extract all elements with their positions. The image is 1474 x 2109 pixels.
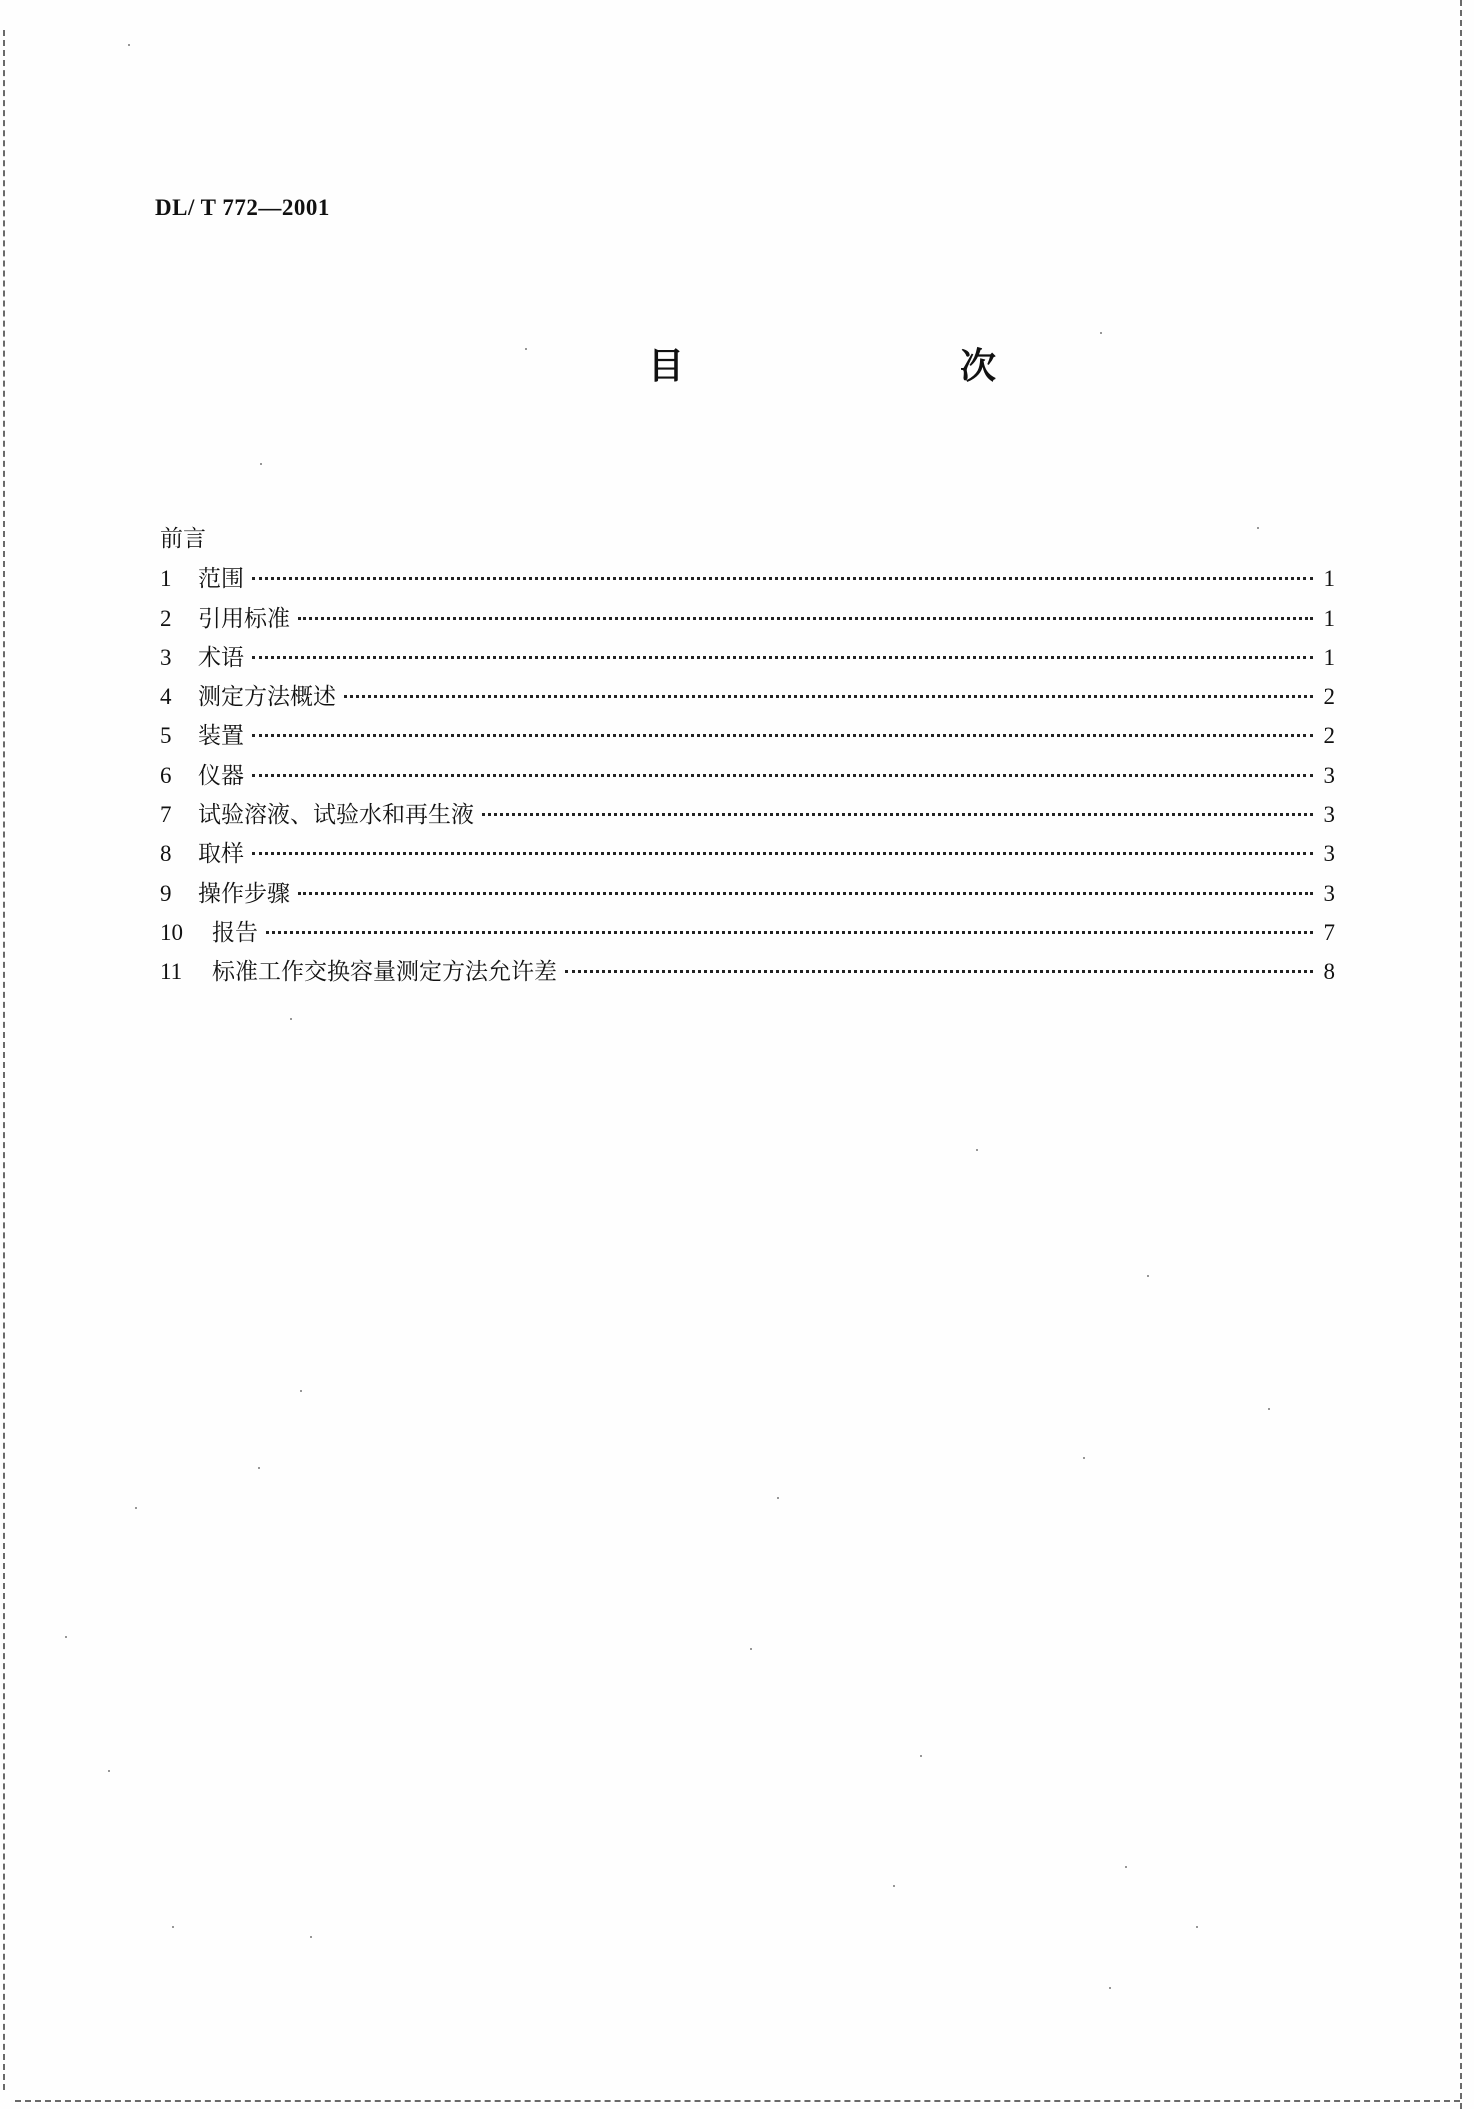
toc-entry-number: 2 bbox=[160, 605, 172, 631]
scan-speck bbox=[310, 1936, 312, 1938]
scan-speck bbox=[172, 1926, 174, 1928]
toc-entry-number: 10 bbox=[160, 919, 183, 945]
toc-entry-number: 3 bbox=[160, 644, 172, 670]
toc-entry[interactable] bbox=[160, 913, 1335, 952]
toc-leader-dots bbox=[252, 852, 1313, 855]
toc-preface[interactable] bbox=[160, 520, 1335, 559]
toc-leader-dots bbox=[298, 617, 1313, 620]
scan-speck bbox=[108, 1770, 110, 1772]
toc-entry-page: 7 bbox=[1323, 919, 1335, 945]
scan-speck bbox=[1100, 332, 1102, 334]
toc-leader-dots bbox=[298, 892, 1313, 895]
toc-leader-dots bbox=[252, 577, 1313, 580]
toc-entry-number: 6 bbox=[160, 762, 172, 788]
toc-entry-label: 操作步骤 bbox=[198, 880, 290, 907]
toc-preface-label: 前言 bbox=[160, 526, 206, 552]
scan-edge-right bbox=[1460, 0, 1462, 2109]
toc-entry-page: 2 bbox=[1323, 723, 1335, 749]
toc-entry-label: 试验溶液、试验水和再生液 bbox=[198, 802, 474, 829]
toc-entry-label: 测定方法概述 bbox=[198, 684, 336, 711]
scan-speck bbox=[750, 1648, 752, 1650]
toc-entry-page: 1 bbox=[1323, 566, 1335, 592]
scan-speck bbox=[1147, 1275, 1149, 1277]
toc-leader-dots bbox=[565, 970, 1313, 973]
scan-speck bbox=[525, 348, 527, 350]
toc-leader-dots bbox=[252, 774, 1313, 777]
toc-leader-dots bbox=[252, 656, 1313, 659]
toc-entry-label: 仪器 bbox=[198, 762, 244, 789]
toc-entry-label: 取样 bbox=[198, 841, 244, 868]
table-of-contents bbox=[160, 520, 1335, 992]
toc-entry-label: 范围 bbox=[198, 566, 244, 593]
toc-leader-dots bbox=[482, 813, 1313, 816]
toc-entry-page: 3 bbox=[1323, 841, 1335, 867]
toc-entry-number: 7 bbox=[160, 802, 172, 828]
page-title: 目 次 bbox=[648, 346, 1117, 387]
toc-leader-dots bbox=[344, 695, 1313, 698]
scan-speck bbox=[1257, 527, 1259, 529]
scan-speck bbox=[1109, 1987, 1111, 1989]
toc-entry[interactable] bbox=[160, 834, 1335, 873]
toc-entry-page: 1 bbox=[1323, 605, 1335, 631]
toc-entry-label: 标准工作交换容量测定方法允许差 bbox=[212, 959, 557, 986]
standard-code: DL/ T 772—2001 bbox=[155, 195, 330, 220]
toc-entry[interactable] bbox=[160, 599, 1335, 638]
scan-speck bbox=[300, 1390, 302, 1392]
toc-entry-number: 4 bbox=[160, 684, 172, 710]
scan-speck bbox=[1083, 1457, 1085, 1459]
toc-entry[interactable] bbox=[160, 716, 1335, 755]
toc-entry[interactable] bbox=[160, 559, 1335, 598]
toc-entry-label: 装置 bbox=[198, 723, 244, 750]
toc-entry-label: 报告 bbox=[212, 919, 258, 946]
toc-entry[interactable] bbox=[160, 638, 1335, 677]
toc-entry-label: 引用标准 bbox=[198, 605, 290, 632]
toc-entry[interactable] bbox=[160, 874, 1335, 913]
scan-speck bbox=[1196, 1926, 1198, 1928]
toc-entry[interactable] bbox=[160, 756, 1335, 795]
toc-leader-dots bbox=[252, 734, 1313, 737]
scan-speck bbox=[1268, 1408, 1270, 1410]
scan-speck bbox=[920, 1755, 922, 1757]
toc-entry[interactable] bbox=[160, 952, 1335, 991]
scan-speck bbox=[260, 463, 262, 465]
toc-entry-number: 1 bbox=[160, 566, 172, 592]
toc-entry-page: 3 bbox=[1323, 880, 1335, 906]
toc-entry-page: 1 bbox=[1323, 644, 1335, 670]
toc-leader-dots bbox=[266, 931, 1313, 934]
toc-entry-label: 术语 bbox=[198, 644, 244, 671]
scan-speck bbox=[258, 1467, 260, 1469]
toc-entry-page: 3 bbox=[1323, 762, 1335, 788]
toc-entry-page: 3 bbox=[1323, 802, 1335, 828]
toc-entry-number: 8 bbox=[160, 841, 172, 867]
scan-speck bbox=[128, 44, 130, 46]
scan-speck bbox=[135, 1507, 137, 1509]
toc-entry-page: 8 bbox=[1323, 959, 1335, 985]
scan-speck bbox=[976, 1149, 978, 1151]
scan-speck bbox=[290, 1018, 292, 1020]
toc-entry[interactable] bbox=[160, 795, 1335, 834]
toc-entry[interactable] bbox=[160, 677, 1335, 716]
scan-speck bbox=[1125, 1866, 1127, 1868]
scan-speck bbox=[777, 1497, 779, 1499]
toc-entry-page: 2 bbox=[1323, 684, 1335, 710]
scan-edge-left bbox=[3, 30, 5, 2090]
scan-edge-bottom bbox=[15, 2100, 1460, 2102]
toc-entry-number: 9 bbox=[160, 880, 172, 906]
toc-entry-number: 11 bbox=[160, 959, 183, 985]
scan-speck bbox=[65, 1636, 67, 1638]
scan-speck bbox=[893, 1885, 895, 1887]
toc-entry-number: 5 bbox=[160, 723, 172, 749]
